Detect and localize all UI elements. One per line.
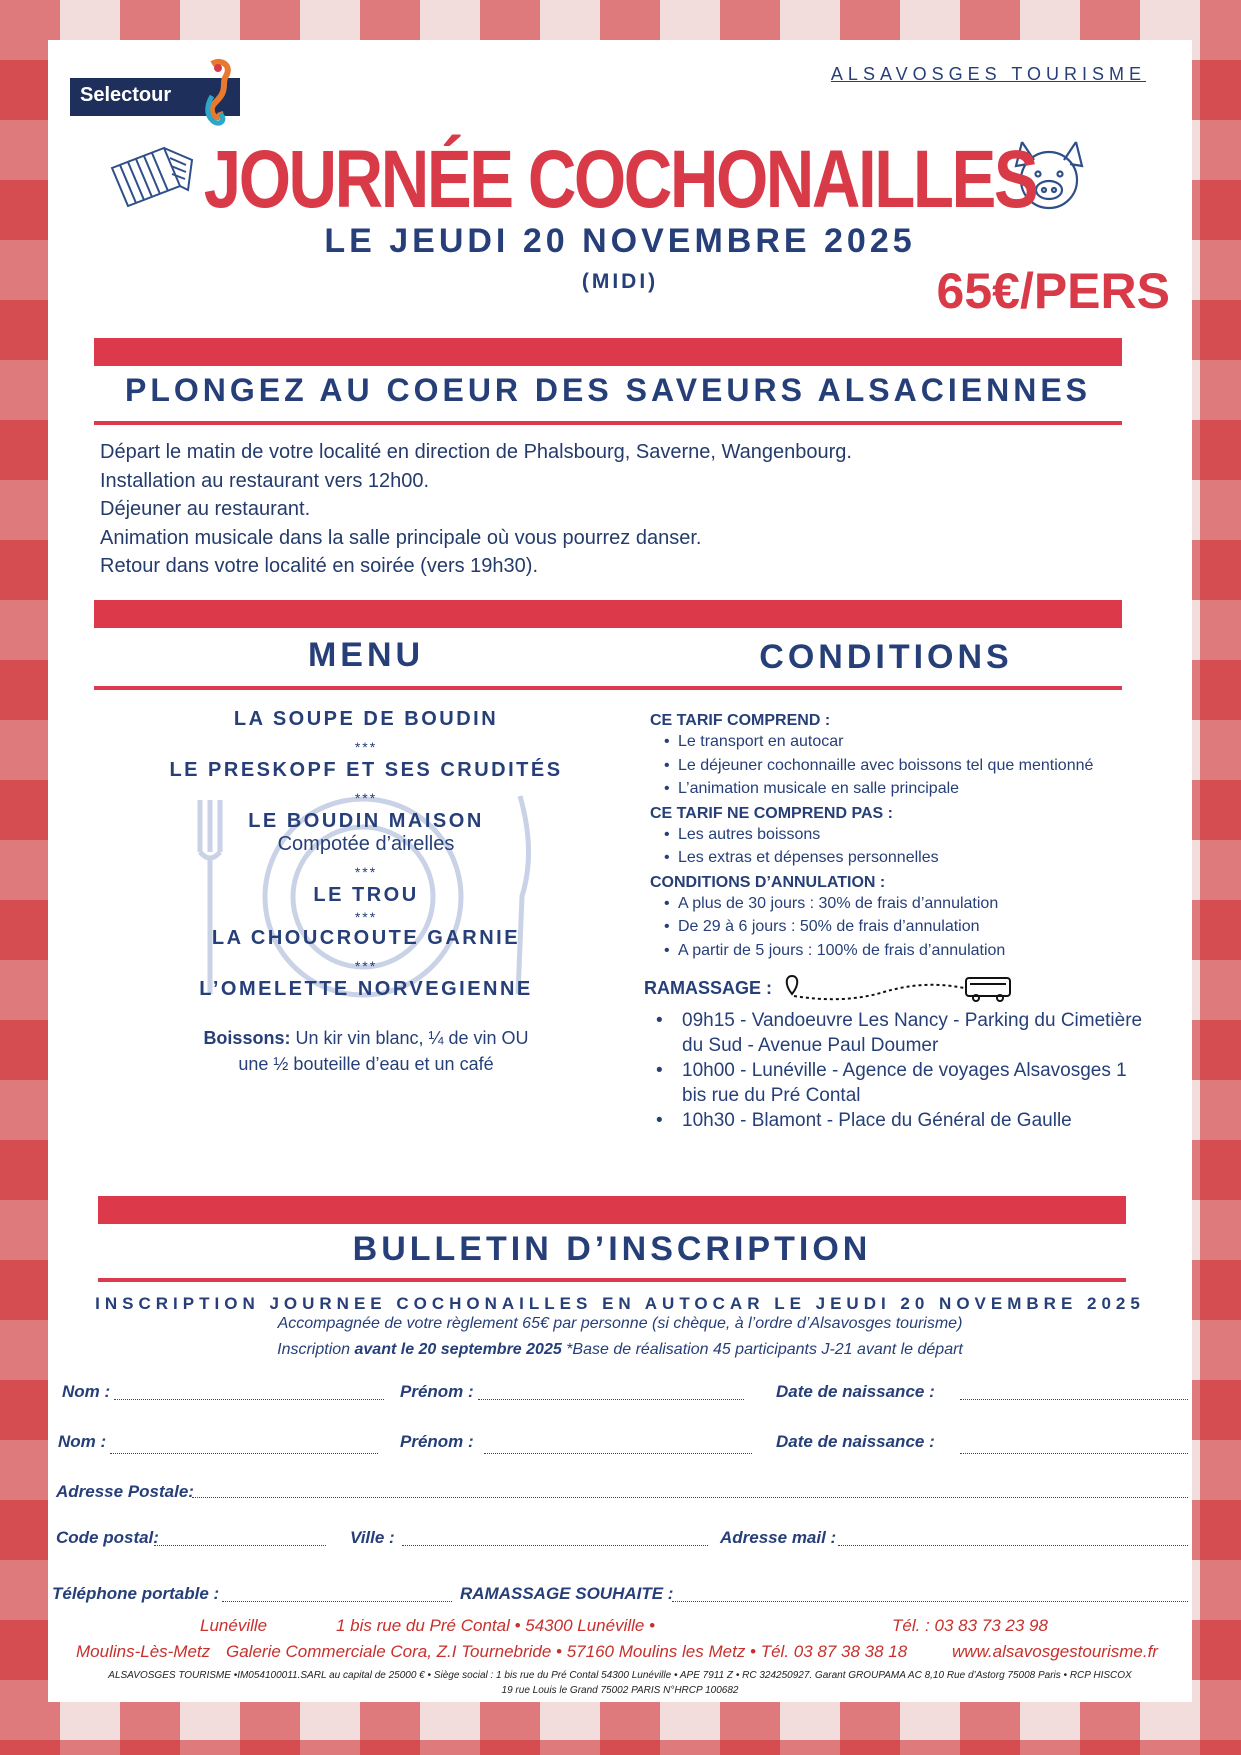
pickup-choice-input[interactable] xyxy=(672,1600,1188,1602)
conditions-list xyxy=(644,708,1150,1133)
selectour-logo: Selectour xyxy=(70,56,242,126)
excludes-title: CE TARIF NE COMPREND PAS : xyxy=(650,804,893,822)
email-input[interactable] xyxy=(838,1544,1188,1546)
section-rule xyxy=(98,1278,1126,1282)
legal-line: ALSAVOSGES TOURISME •IM054100011.SARL au capital de 25000 € • Siège social : 1 bis rue du Pré Contal 54300 Lunéville • APE 7911 Z • RC 324250927. Garant GROUPAMA AC 8,10 Rue d’Astorg 75008 Paris • RCP HISCOX xyxy=(108,1670,1132,1681)
menu-item: LA CHOUCROUTE GARNIE xyxy=(211,927,521,949)
section-bar xyxy=(94,600,1122,628)
pickup-item: • 10h00 - Lunéville - Agence de voyages Alsavosges 1 bis rue du Pré Contal xyxy=(650,1058,1150,1108)
intro-line: Retour dans votre localité en soirée (vers 19h30). xyxy=(100,555,539,577)
footer-address: Galerie Commerciale Cora, Z.I Tournebride • 57160 Moulins les Metz • Tél. 03 87 38 38 18 xyxy=(226,1642,908,1661)
birthdate-input[interactable] xyxy=(960,1398,1188,1400)
menu-separator: *** xyxy=(354,909,378,925)
cancel-title: CONDITIONS D’ANNULATION : xyxy=(650,873,886,891)
list-item: • Le transport en autocar xyxy=(650,730,1150,754)
agency-name: ALSAVOSGES TOURISME xyxy=(830,64,1146,84)
price: 65€/PERS xyxy=(936,263,1170,319)
includes-title: CE TARIF COMPREND : xyxy=(650,712,831,729)
menu-item: LE BOUDIN MAISON xyxy=(248,810,484,832)
intro-line: Installation au restaurant vers 12h00. xyxy=(100,469,430,492)
menu-separator: *** xyxy=(354,864,378,880)
menu-item: LA SOUPE DE BOUDIN xyxy=(233,708,499,730)
list-item: • Le déjeuner cochonnaille avec boissons tel que mentionné xyxy=(650,754,1150,778)
section-rule xyxy=(94,686,1122,690)
payment-note: Accompagnée de votre règlement 65€ par personne (si chèque, à l’ordre d’Alsavosges tourisme) xyxy=(277,1315,963,1332)
intro-line: Animation musicale dans la salle principale où vous pourrez danser. xyxy=(100,526,702,549)
prenom-label: Prénom : xyxy=(400,1432,474,1451)
nom-input[interactable] xyxy=(110,1452,378,1454)
pickup-choice-label: RAMASSAGE SOUHAITE : xyxy=(460,1584,674,1603)
postcode-label: Code postal: xyxy=(56,1528,159,1547)
menu-separator: *** xyxy=(354,958,378,974)
menu-item: LE PRESKOPF ET SES CRUDITÉS xyxy=(169,759,563,781)
birthdate-label: Date de naissance : xyxy=(776,1432,935,1451)
intro-line: Départ le matin de votre localité en direction de Phalsbourg, Saverne, Wangenbourg. xyxy=(100,441,852,463)
event-date: LE JEUDI 20 NOVEMBRE 2025 xyxy=(324,222,916,260)
postcode-input[interactable] xyxy=(154,1544,326,1546)
menu-separator: *** xyxy=(354,790,378,806)
address-input[interactable] xyxy=(192,1496,1188,1498)
menu-item: LE TROU xyxy=(313,884,419,906)
list-item: • Les extras et dépenses personnelles xyxy=(650,846,1150,870)
footer-phone: Tél. : 03 83 73 23 98 xyxy=(892,1616,1048,1635)
intro-text xyxy=(100,438,852,581)
prenom-label: Prénom : xyxy=(400,1382,474,1401)
nom-label: Nom : xyxy=(62,1382,111,1401)
phone-label: Téléphone portable : xyxy=(52,1584,220,1603)
menu-separator: *** xyxy=(354,739,378,755)
menu-item-sub: Compotée d’airelles xyxy=(277,833,455,855)
legal-line: 19 rue Louis le Grand 75002 PARIS N°HRCP 100682 xyxy=(501,1685,739,1696)
footer-city: Moulins-Lès-Metz xyxy=(76,1642,211,1661)
pickup-header: RAMASSAGE : xyxy=(650,974,1150,1004)
birthdate-label: Date de naissance : xyxy=(776,1382,935,1401)
birthdate-input[interactable] xyxy=(960,1452,1188,1454)
conditions-title: CONDITIONS xyxy=(759,638,1013,676)
email-label: Adresse mail : xyxy=(720,1528,837,1547)
flyer-page xyxy=(48,40,1192,1702)
menu-item: L’OMELETTE NORVEGIENNE xyxy=(199,978,533,1000)
bulletin-title: BULLETIN D’INSCRIPTION xyxy=(352,1230,872,1268)
list-item: • A plus de 30 jours : 30% de frais d’annulation xyxy=(650,892,1150,916)
list-item: • L’animation musicale en salle principale xyxy=(650,777,1150,801)
bulletin-subtitle: INSCRIPTION JOURNEE COCHONAILLES EN AUTOCAR LE JEUDI 20 NOVEMBRE 2025 xyxy=(95,1294,1145,1313)
list-item: • De 29 à 6 jours : 50% de frais d’annulation xyxy=(650,915,1150,939)
prenom-input[interactable] xyxy=(478,1398,744,1400)
pickup-item: • 09h15 - Vandoeuvre Les Nancy - Parking du Cimetière du Sud - Avenue Paul Doumer xyxy=(650,1008,1150,1058)
address-label: Adresse Postale: xyxy=(56,1482,194,1501)
nom-input[interactable] xyxy=(114,1398,384,1400)
menu-list xyxy=(148,708,584,1077)
city-label: Ville : xyxy=(350,1528,395,1547)
pickup-item: • 10h30 - Blamont - Place du Général de Gaulle xyxy=(650,1108,1150,1133)
prenom-input[interactable] xyxy=(484,1452,752,1454)
route-bus-icon xyxy=(784,974,1024,1004)
intro-title: PLONGEZ AU COEUR DES SAVEURS ALSACIENNES xyxy=(124,372,1091,408)
event-time: (MIDI) xyxy=(581,270,659,293)
list-item: • A partir de 5 jours : 100% de frais d’annulation xyxy=(650,939,1150,963)
list-item: • Les autres boissons xyxy=(650,823,1150,847)
nom-label: Nom : xyxy=(58,1432,107,1451)
footer-address: 1 bis rue du Pré Contal • 54300 Lunéville • xyxy=(336,1616,656,1635)
menu-title: MENU xyxy=(307,636,425,674)
seahorse-icon xyxy=(192,56,238,128)
intro-line: Déjeuner au restaurant. xyxy=(100,498,311,520)
phone-input[interactable] xyxy=(222,1600,452,1602)
event-title: JOURNÉE COCHONAILLES xyxy=(203,134,1037,225)
section-rule xyxy=(94,421,1122,425)
section-bar xyxy=(98,1196,1126,1224)
section-bar xyxy=(94,338,1122,366)
footer-website[interactable]: www.alsavosgestourisme.fr xyxy=(952,1642,1158,1661)
drinks: Boissons: Un kir vin blanc, ¼ de vin OU une ½ bouteille d’eau et un café xyxy=(203,1028,529,1074)
deadline-note: Inscription avant le 20 septembre 2025 *Base de réalisation 45 participants J-21 avant le départ xyxy=(277,1341,963,1358)
footer-city: Lunéville xyxy=(200,1616,268,1635)
city-input[interactable] xyxy=(402,1544,708,1546)
